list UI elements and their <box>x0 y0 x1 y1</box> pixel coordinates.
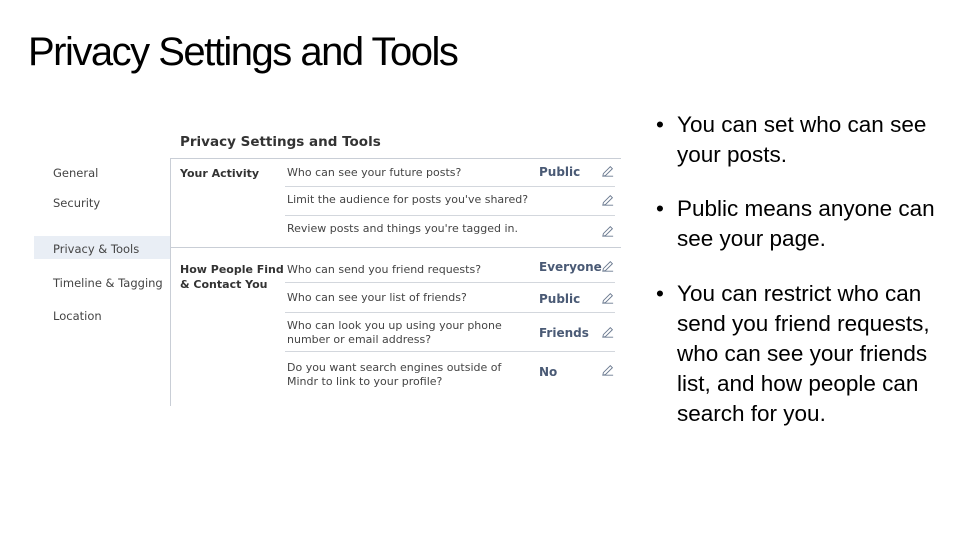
row-value: Friends <box>539 326 589 340</box>
pencil-icon[interactable] <box>600 325 615 340</box>
row-question: Who can look you up using your phone number or email address? <box>287 319 502 346</box>
pencil-icon[interactable] <box>600 193 615 208</box>
section-divider <box>170 247 621 248</box>
row-divider <box>285 215 615 216</box>
row-question: Limit the audience for posts you've shared? <box>287 193 529 206</box>
row-value: No <box>539 365 558 379</box>
row-question: Review posts and things you're tagged in. <box>287 222 519 235</box>
row-value: Everyone <box>539 260 602 274</box>
nav-item-security[interactable]: Security <box>53 196 101 210</box>
row-question: Who can see your list of friends? <box>287 291 467 304</box>
row-question: Who can send you friend requests? <box>287 263 482 276</box>
row-question: Do you want search engines outside of Mindr to link to your profile? <box>287 361 502 388</box>
row-divider <box>285 351 615 352</box>
row-value: Public <box>539 165 581 179</box>
bullet-item: • You can restrict who can send you friend requests, who can see your friends list, and how people can search for you. <box>656 281 930 426</box>
pencil-icon[interactable] <box>600 259 615 274</box>
nav-item-location[interactable]: Location <box>53 309 102 323</box>
pencil-icon[interactable] <box>600 363 615 378</box>
pencil-icon[interactable] <box>600 164 615 179</box>
nav-item-timeline-tagging[interactable]: Timeline & Tagging <box>53 276 163 290</box>
row-divider <box>285 312 615 313</box>
bullet-item: • Public means anyone can see your page. <box>656 196 935 251</box>
slide-title: Privacy Settings and Tools <box>28 30 458 74</box>
section-label-your-activity: Your Activity <box>180 167 260 180</box>
privacy-settings-screenshot <box>34 128 624 408</box>
header-divider <box>170 158 621 159</box>
row-divider <box>285 186 615 187</box>
nav-divider <box>170 158 171 406</box>
section-label-how-people-find: How People Find & Contact You <box>180 263 284 291</box>
pencil-icon[interactable] <box>600 291 615 306</box>
nav-item-general[interactable]: General <box>53 166 99 180</box>
panel-title: Privacy Settings and Tools <box>180 134 381 150</box>
row-question: Who can see your future posts? <box>287 166 462 179</box>
row-value: Public <box>539 292 581 306</box>
pencil-icon[interactable] <box>600 224 615 239</box>
bullet-item: • You can set who can see your posts. <box>656 112 927 167</box>
row-divider <box>285 282 615 283</box>
nav-item-privacy-tools[interactable]: Privacy & Tools <box>53 242 140 256</box>
